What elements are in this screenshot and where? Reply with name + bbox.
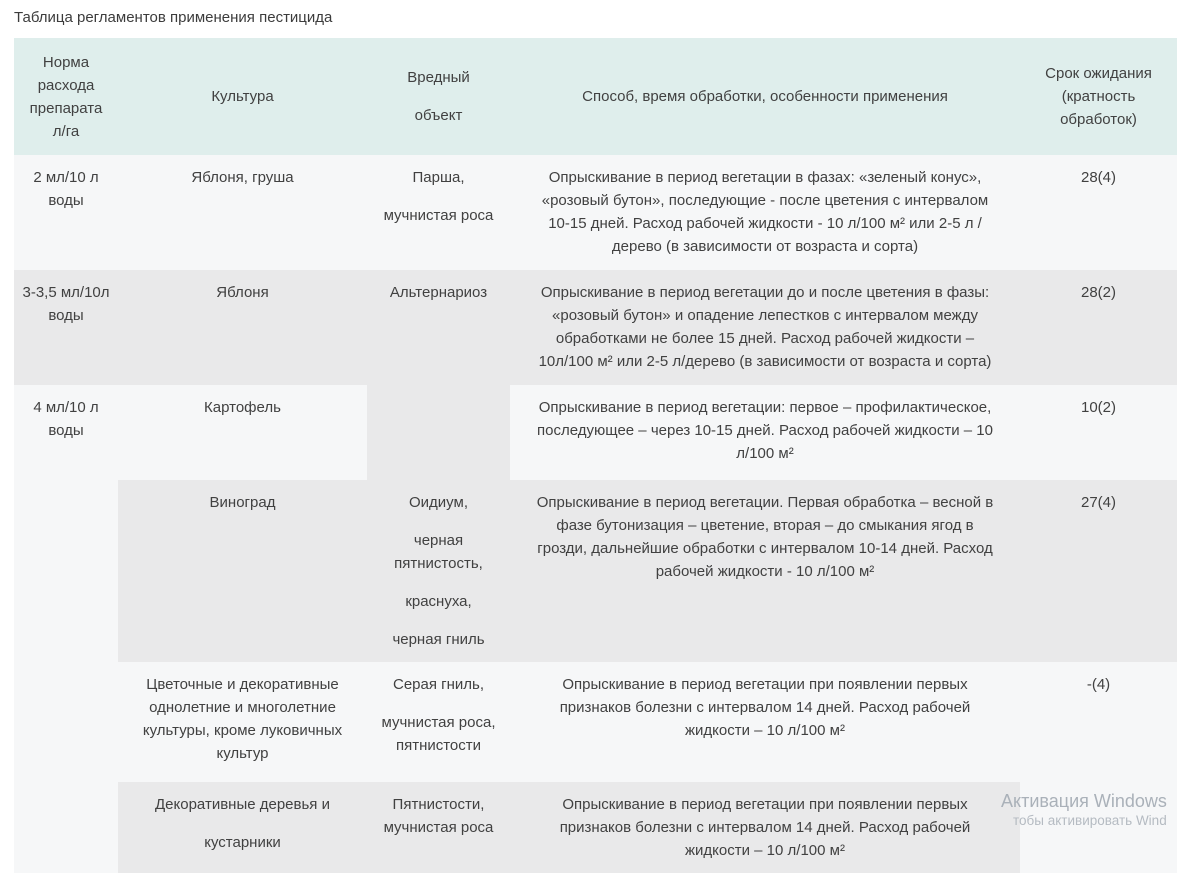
cell-rate — [14, 270, 118, 385]
cell-waiting — [1020, 662, 1177, 782]
cell-paragraph: 2 мл/10 л воды — [33, 169, 99, 209]
cell-paragraph: 3-3,5 мл/10л воды — [22, 284, 110, 324]
header-text: Способ, время обработки, особенности применения — [582, 88, 948, 105]
cell-rate — [14, 385, 118, 873]
table-body — [14, 155, 1177, 873]
cell-crop — [118, 662, 367, 782]
cell-paragraph: черная пятнистость, — [394, 532, 483, 572]
table-row — [14, 480, 1177, 662]
cell-pest — [367, 155, 510, 270]
header-pest — [367, 38, 510, 155]
cell-paragraph: Опрыскивание в период вегетации при появлении первых признаков болезни с интервалом 14 дней. Расход рабочей жидкости – 10 л/100 м² — [559, 796, 971, 859]
cell-paragraph: Опрыскивание в период вегетации: первое – профилактическое, последующее – через 10-15 дней. Расход рабочей жидкости – 10 л/100 м² — [537, 399, 993, 462]
header-rate — [14, 38, 118, 155]
cell-method — [510, 270, 1020, 385]
header-text: Срок ожидания (кратность обработок) — [1045, 65, 1152, 128]
cell-pest — [367, 782, 510, 873]
cell-paragraph: Виноград — [209, 494, 276, 511]
header-text: Культура — [211, 88, 274, 105]
cell-paragraph: Серая гниль, — [392, 676, 485, 693]
cell-pest — [367, 662, 510, 782]
cell-pest — [367, 385, 510, 480]
cell-paragraph: 28(2) — [1080, 284, 1117, 301]
cell-paragraph: -(4) — [1086, 676, 1111, 693]
cell-paragraph: 4 мл/10 л воды — [33, 399, 99, 439]
table-row — [14, 385, 1177, 480]
cell-crop — [118, 270, 367, 385]
cell-method — [510, 662, 1020, 782]
table-header — [14, 38, 1177, 155]
header-row — [14, 38, 1177, 155]
cell-paragraph: черная гниль — [392, 631, 485, 648]
header-text: Норма расхода препарата л/га — [29, 53, 103, 140]
cell-paragraph: Оидиум, — [409, 494, 468, 511]
table-row — [14, 662, 1177, 782]
cell-paragraph: Опрыскивание в период вегетации при появлении первых признаков болезни с интервалом 14 дней. Расход рабочей жидкости – 10 л/100 м² — [559, 676, 971, 739]
windows-activation-watermark-line1: Активация Windows — [1001, 791, 1167, 811]
cell-paragraph: 27(4) — [1080, 494, 1117, 511]
cell-paragraph: Цветочные и декоративные однолетние и многолетние культуры, кроме луковичных культур — [142, 676, 343, 762]
windows-activation-watermark-line2: тобы активировать Wind — [1013, 813, 1167, 828]
table-row — [14, 155, 1177, 270]
header-waiting — [1020, 38, 1177, 155]
header-text: Вредный — [407, 69, 470, 86]
cell-pest — [367, 480, 510, 662]
table-row — [14, 270, 1177, 385]
header-crop — [118, 38, 367, 155]
cell-crop — [118, 480, 367, 662]
cell-pest — [367, 270, 510, 385]
cell-paragraph: кустарники — [204, 834, 281, 851]
cell-crop — [118, 385, 367, 480]
cell-method — [510, 480, 1020, 662]
cell-waiting — [1020, 155, 1177, 270]
cell-paragraph: Опрыскивание в период вегетации. Первая обработка – весной в фазе бутонизация – цветение, вторая – до смыкания ягод в грозди, дальнейшие обработки с интервалом 10-14 дней. Расход рабочей жидкости - 10 л/100 м² — [536, 494, 994, 580]
cell-paragraph: Опрыскивание в период вегетации до и после цветения в фазы: «розовый бутон» и опадение лепестков с интервалом между обработками не более 15 дней. Расход рабочей жидкости – 10л/100 м² или 2-5 л/дерево (в зависимости от возраста и сорта) — [538, 284, 992, 370]
cell-method — [510, 385, 1020, 480]
cell-paragraph: Парша, — [412, 169, 465, 186]
cell-rate — [14, 155, 118, 270]
cell-method — [510, 155, 1020, 270]
cell-crop — [118, 782, 367, 873]
cell-paragraph: 10(2) — [1080, 399, 1117, 416]
header-method — [510, 38, 1020, 155]
cell-paragraph: Яблоня, груша — [191, 169, 294, 186]
cell-paragraph: Альтернариоз — [389, 284, 488, 301]
regulations-table — [14, 38, 1177, 873]
cell-paragraph: краснуха, — [405, 593, 472, 610]
page-title: Таблица регламентов применения пестицида — [14, 9, 333, 26]
cell-paragraph: Пятнистости, мучнистая роса — [383, 796, 494, 836]
cell-crop — [118, 155, 367, 270]
cell-waiting — [1020, 385, 1177, 480]
cell-paragraph: мучнистая роса — [383, 207, 494, 224]
cell-paragraph: Декоративные деревья и — [155, 796, 330, 813]
cell-paragraph: 28(4) — [1080, 169, 1117, 186]
cell-waiting — [1020, 270, 1177, 385]
cell-paragraph: Яблоня — [216, 284, 269, 301]
cell-paragraph: Опрыскивание в период вегетации в фазах: «зеленый конус», «розовый бутон», последующие - после цветения с интервалом 10-15 дней. Расход рабочей жидкости - 10 л/100 м² или 2-5 л /дерево (в зависимости от возраста и сорта) — [541, 169, 989, 255]
cell-paragraph: Картофель — [204, 399, 281, 416]
cell-waiting — [1020, 480, 1177, 662]
header-text: объект — [414, 107, 463, 124]
cell-paragraph: мучнистая роса, пятнистости — [381, 714, 496, 754]
cell-method — [510, 782, 1020, 873]
